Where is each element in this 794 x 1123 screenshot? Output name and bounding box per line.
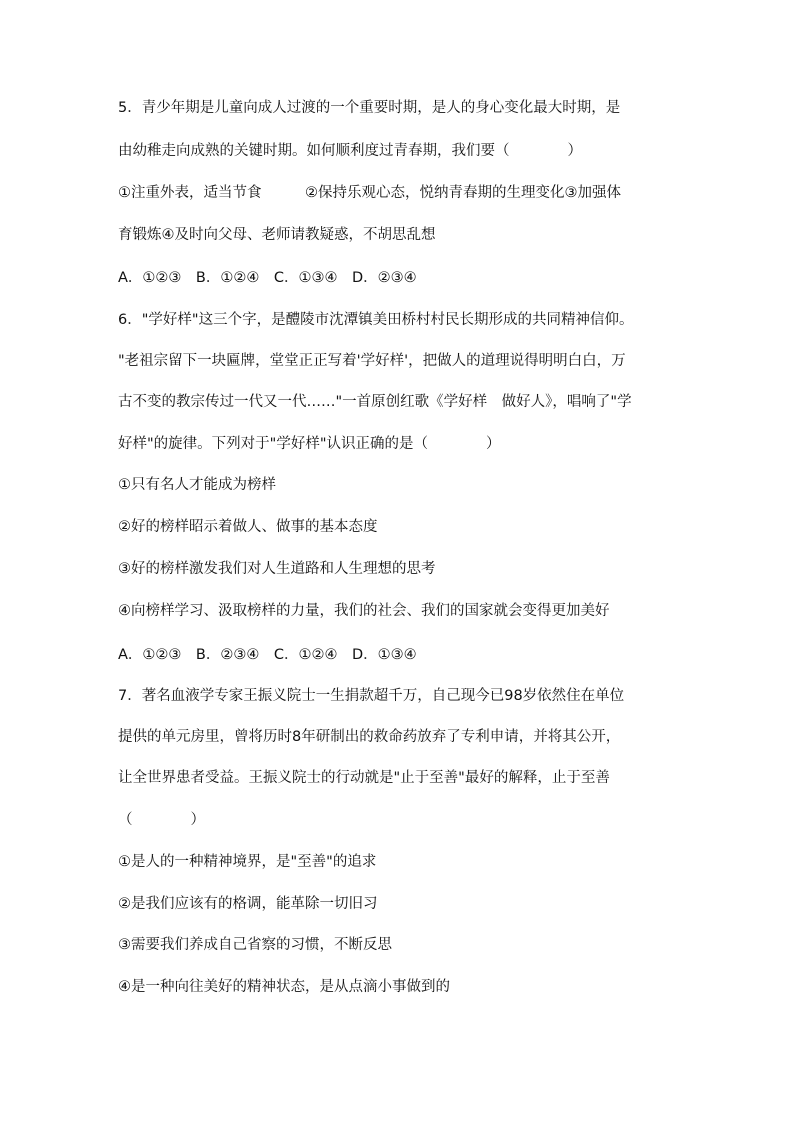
q5-options: A．①②③ B．①②④ C．①③④ D．②③④	[118, 270, 417, 286]
q6-line-1: 6．"学好样"这三个字，是醴陵市沈潭镇美田桥村村民长期形成的共同精神信仰。	[118, 312, 634, 328]
q6-item-1: ①只有名人才能成为榜样	[118, 477, 276, 493]
q5-line-3: ①注重外表，适当节食 ②保持乐观心态，悦纳青春期的生理变化③加强体	[118, 185, 621, 201]
q7-line-1: 7．著名血液学专家王振义院士一生捐款超千万，自己现今已98岁依然住在单位	[118, 688, 625, 704]
q6-line-3: 古不变的教宗传过一代又一代……"一首原创红歌《学好样 做好人》，唱响了"学	[118, 394, 632, 410]
q6-item-4: ④向榜样学习、汲取榜样的力量，我们的社会、我们的国家就会变得更加美好	[118, 603, 610, 619]
q7-item-2: ②是我们应该有的格调，能革除一切旧习	[118, 896, 378, 912]
q7-item-4: ④是一种向往美好的精神状态，是从点滴小事做到的	[118, 979, 450, 995]
q6-options: A．①②③ B．②③④ C．①②④ D．①③④	[118, 647, 417, 663]
q6-line-4: 好样"的旋律。下列对于"学好样"认识正确的是（ ）	[118, 436, 501, 452]
q5-line-1: 5．青少年期是儿童向成人过渡的一个重要时期，是人的身心变化最大时期，是	[118, 100, 621, 116]
q7-item-3: ③需要我们养成自己省察的习惯，不断反思	[118, 937, 392, 953]
q7-item-1: ①是人的一种精神境界，是"至善"的追求	[118, 854, 377, 870]
q5-line-4: 育锻炼④及时向父母、老师请教疑惑，不胡思乱想	[118, 227, 436, 243]
q6-line-2: "老祖宗留下一块匾牌，堂堂正正写着'学好样'，把做人的道理说得明明白白，万	[118, 353, 626, 369]
q6-item-3: ③好的榜样激发我们对人生道路和人生理想的思考	[118, 561, 436, 577]
q5-line-2: 由幼稚走向成熟的关键时期。如何顺利度过青春期，我们要（ ）	[118, 143, 582, 159]
q7-line-3: 让全世界患者受益。王振义院士的行动就是"止于至善"最好的解释，止于至善	[118, 770, 610, 786]
q7-line-4: （ ）	[118, 812, 205, 828]
q6-item-2: ②好的榜样昭示着做人、做事的基本态度	[118, 519, 378, 535]
q7-line-2: 提供的单元房里，曾将历时8年研制出的救命药放弃了专利申请，并将其公开，	[118, 729, 621, 745]
